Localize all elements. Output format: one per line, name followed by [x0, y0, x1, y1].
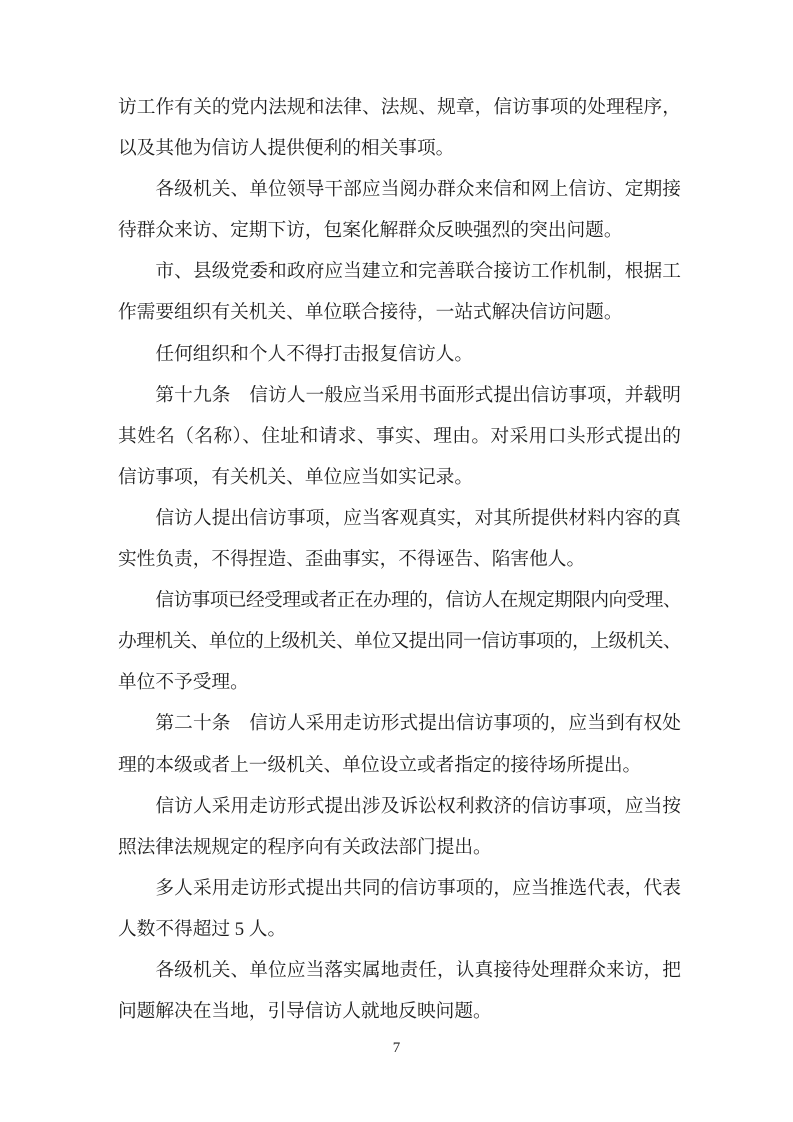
- page-footer: [0, 1036, 793, 1060]
- text-line: 问题解决在当地，引导信访人就地反映问题。: [118, 1001, 492, 1023]
- text-line: 人数不得超过 5 人。: [118, 918, 287, 940]
- text-line: 各级机关、单位应当落实属地责任，认真接待处理群众来访，把: [155, 959, 681, 981]
- text-line: 多人采用走访形式提出共同的信访事项的，应当推选代表，代表: [155, 877, 681, 899]
- text-line: 作需要组织有关机关、单位联合接待，一站式解决信访问题。: [118, 302, 623, 324]
- text-line: 其姓名（名称）、住址和请求、事实、理由。对采用口头形式提出的: [118, 425, 681, 447]
- text-line: 任何组织和个人不得打击报复信访人。: [155, 343, 474, 365]
- text-line: 以及其他为信访人提供便利的相关事项。: [118, 138, 455, 160]
- document-body-text: [118, 87, 681, 1032]
- text-line: 信访事项已经受理或者正在办理的，信访人在规定期限内向受理、: [155, 590, 681, 612]
- text-line: 市、县级党委和政府应当建立和完善联合接访工作机制，根据工: [155, 261, 681, 283]
- text-line: 照法律法规规定的程序向有关政法部门提出。: [118, 836, 492, 858]
- page-number: 7: [392, 1040, 401, 1056]
- text-line: 各级机关、单位领导干部应当阅办群众来信和网上信访、定期接: [155, 179, 681, 201]
- text-line: 实性负责，不得捏造、歪曲事实，不得诬告、陷害他人。: [118, 549, 586, 571]
- text-line: 第二十条 信访人采用走访形式提出信访事项的，应当到有权处: [155, 713, 681, 735]
- text-line: 第十九条 信访人一般应当采用书面形式提出信访事项，并载明: [155, 384, 681, 406]
- text-line: 待群众来访、定期下访，包案化解群众反映强烈的突出问题。: [118, 220, 623, 242]
- text-line: 访工作有关的党内法规和法律、法规、规章，信访事项的处理程序，: [118, 97, 681, 118]
- text-line: 单位不予受理。: [118, 672, 249, 694]
- text-line: 信访人采用走访形式提出涉及诉讼权利救济的信访事项，应当按: [155, 795, 681, 817]
- text-line: 信访人提出信访事项，应当客观真实，对其所提供材料内容的真: [155, 507, 681, 529]
- text-line: 理的本级或者上一级机关、单位设立或者指定的接待场所提出。: [118, 754, 642, 776]
- text-line: 信访事项，有关机关、单位应当如实记录。: [118, 466, 474, 488]
- text-line: 办理机关、单位的上级机关、单位又提出同一信访事项的，上级机关、: [118, 631, 681, 653]
